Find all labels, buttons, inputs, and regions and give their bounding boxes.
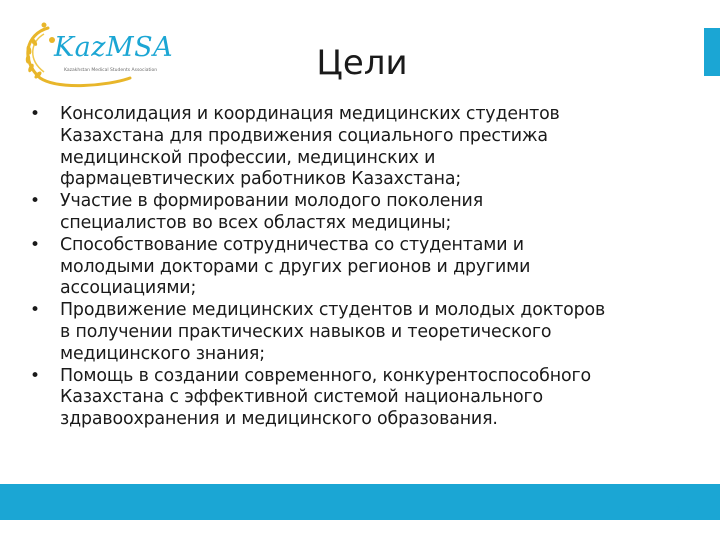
footer-band xyxy=(0,484,720,520)
goal-line: молодыми докторами с других регионов и другими xyxy=(60,256,531,277)
goal-line: фармацевтических работников Казахстана; xyxy=(60,169,462,190)
goal-line: Казахстана с эффективной системой национального xyxy=(60,387,543,408)
logo-wordmark: KazMSA xyxy=(54,32,174,63)
goal-line: Консолидация и координация медицинских студентов xyxy=(60,104,560,124)
slide-title xyxy=(0,43,720,83)
goal-line: медицинского знания; xyxy=(60,343,265,364)
goal-line: в получении практических навыков и теоретического xyxy=(60,321,552,342)
slide-title-text: Цели xyxy=(316,43,408,83)
goal-line: ассоциациями; xyxy=(60,278,197,299)
logo-tagline: Kazakhstan Medical Students Association xyxy=(64,68,158,73)
goal-line: Продвижение медицинских студентов и молодых докторов xyxy=(60,300,606,321)
goal-item xyxy=(30,104,702,191)
bullet-icon: • xyxy=(30,365,40,386)
bullet-icon: • xyxy=(30,234,40,255)
goal-line: медицинской профессии, медицинских и xyxy=(60,147,436,168)
goal-item xyxy=(30,235,702,300)
bullet-icon: • xyxy=(30,191,40,212)
goals-list xyxy=(30,104,702,431)
goal-line: Участие в формировании молодого поколения xyxy=(60,191,484,212)
goal-item xyxy=(30,366,702,431)
bullet-icon: • xyxy=(30,300,40,321)
page-number: 2 xyxy=(674,505,680,514)
goal-item xyxy=(30,300,702,365)
goal-line: специалистов во всех областях медицины; xyxy=(60,212,452,233)
goal-line: Помощь в создании современного, конкурентоспособного xyxy=(60,365,591,386)
bullet-icon: • xyxy=(30,104,40,124)
goal-line: здравоохранения и медицинского образования. xyxy=(60,409,498,430)
goal-line: Способствование сотрудничества со студентами и xyxy=(60,234,524,255)
goal-line: Казахстана для продвижения социального престижа xyxy=(60,125,548,146)
goal-item xyxy=(30,191,702,235)
